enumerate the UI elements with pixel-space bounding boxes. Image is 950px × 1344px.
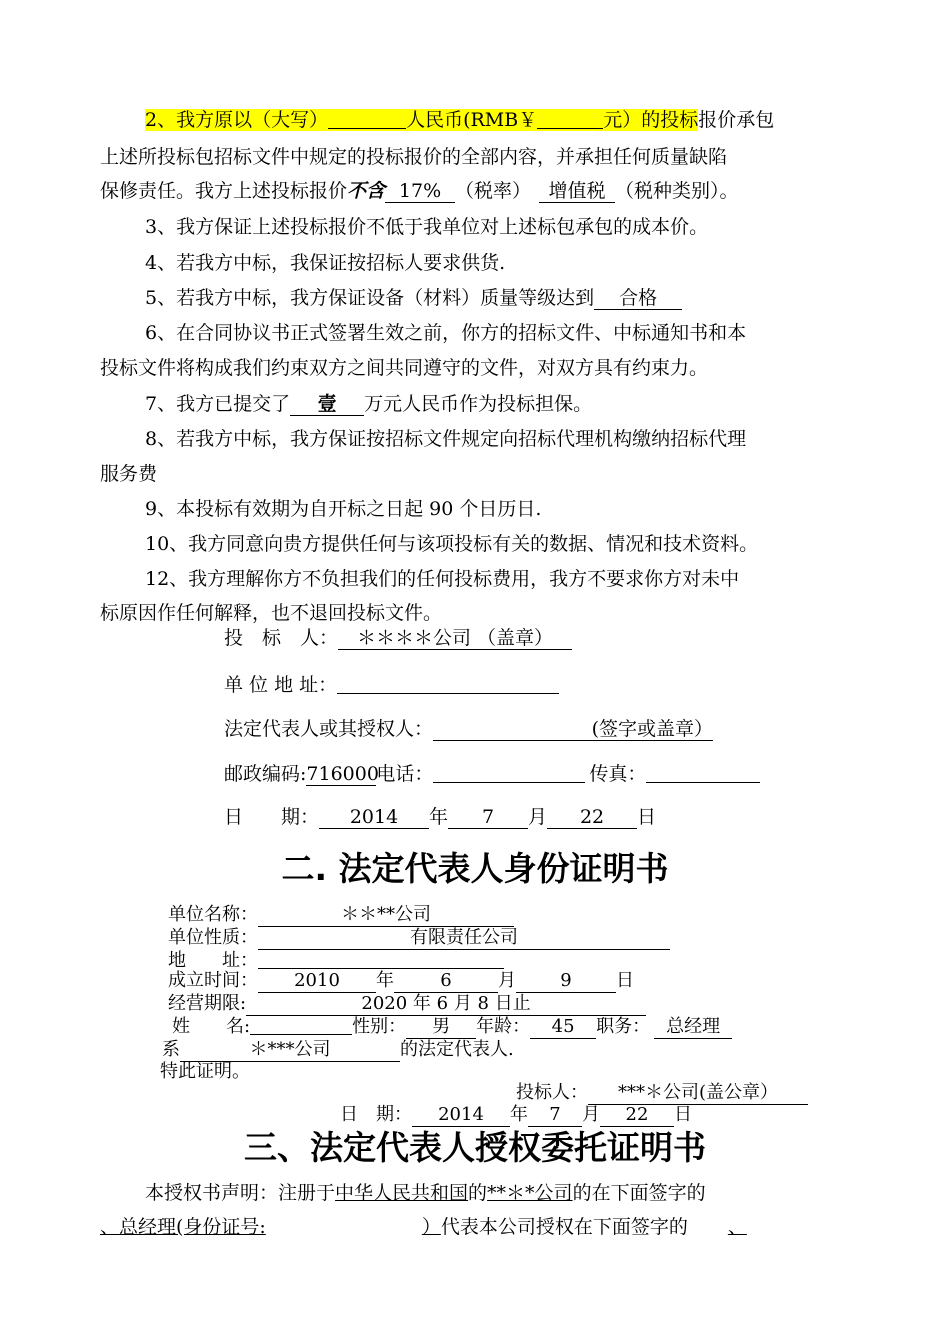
age-value: 45	[530, 1016, 596, 1039]
sign-date-row	[224, 804, 656, 830]
para-2-text-c: 元）的投标	[603, 109, 699, 131]
age-label: 年龄：	[476, 1016, 531, 1037]
para-2-line-3-text: 保修责任。我方上述投标报价	[100, 180, 348, 202]
tax-type-value: 增值税	[539, 180, 615, 203]
country-value: 中华人民共和国	[335, 1182, 469, 1204]
gender-value: 男	[406, 1016, 476, 1039]
representative-label: 法定代表人或其授权人：	[224, 718, 434, 740]
person-name-label: 姓 名:	[172, 1016, 251, 1037]
para-8-line-2: 服务费	[100, 463, 158, 485]
auth-company-value: **＊*公司	[487, 1182, 573, 1204]
person-row	[172, 1016, 732, 1039]
para-12-line-1: 12、我方理解你方不负担我们的任何投标费用，我方不要求你方对未中	[145, 568, 740, 590]
auth-line-2-text-c: 代表本公司授权在下面签字的	[440, 1216, 688, 1238]
certify-text: 特此证明。	[160, 1061, 250, 1082]
unit-name-row	[168, 904, 514, 927]
unit-type-label: 单位性质：	[168, 927, 258, 948]
unit-address-label: 地 址：	[168, 950, 258, 971]
job-label: 职务：	[596, 1016, 651, 1037]
term-label: 经营期限:	[168, 993, 247, 1014]
para-4: 4、若我方中标，我保证按招标人要求供货.	[145, 252, 506, 274]
job-value: 总经理	[654, 1016, 732, 1039]
legal-rep-row	[162, 1039, 514, 1062]
legal-rep-suffix: 的法定代表人.	[400, 1039, 514, 1060]
section-2-bidder-label: 投标人：	[516, 1082, 588, 1103]
day-unit: 日	[637, 806, 657, 828]
auth-line-2	[100, 1214, 747, 1240]
term-row	[168, 993, 646, 1016]
quality-grade-value: 合格	[594, 287, 682, 310]
contact-row	[224, 761, 760, 787]
section-2-month-unit: 月	[582, 1104, 600, 1125]
gender-label: 性别：	[352, 1016, 407, 1037]
para-2-text-rest: 报价承包	[698, 109, 775, 131]
section-2-day-value: 22	[600, 1104, 674, 1127]
para-5-text: 5、若我方中标，我方保证设备（材料）质量等级达到	[145, 287, 595, 309]
bidder-row	[224, 625, 572, 651]
para-5	[145, 285, 682, 311]
auth-line-1-text-b: 的	[468, 1182, 488, 1204]
section-2-day-unit: 日	[674, 1104, 692, 1125]
signer-field	[688, 1216, 747, 1238]
para-6-line-2: 投标文件将构成我们约束双方之间共同遵守的文件，对双方具有约束力。	[100, 357, 709, 379]
of-label: 系	[162, 1039, 180, 1060]
representative-value: (签字或盖章）	[433, 718, 713, 741]
founded-day-value: 9	[516, 970, 616, 993]
founded-year-unit: 年	[376, 970, 394, 991]
para-7	[145, 391, 592, 417]
section-3-title: 三、法定代表人授权委托证明书	[244, 1128, 706, 1167]
phone-blank	[433, 762, 585, 783]
auth-line-1-text-c: 的在下面签字的	[572, 1182, 706, 1204]
para-12-line-2: 标原因作任何解释，也不退回投标文件。	[100, 602, 443, 624]
para-2-line-3	[100, 178, 739, 204]
auth-line-1-text-a: 本授权书声明：注册于	[145, 1182, 336, 1204]
tax-type-label: （税种类别）。	[615, 180, 739, 202]
person-name-blank	[250, 1017, 352, 1035]
fax-blank	[646, 762, 760, 783]
auth-line-2-text-a: 、总经理(身份证号:	[100, 1216, 266, 1238]
founded-row	[168, 970, 634, 993]
amount-rmb-blank	[537, 108, 603, 129]
founded-year-value: 2010	[258, 970, 376, 993]
auth-line-1	[145, 1180, 706, 1206]
founded-month-value: 6	[394, 970, 498, 993]
section-2-title: 二. 法定代表人身份证明书	[281, 849, 669, 888]
para-2-text-b: 人民币(RMB￥	[406, 109, 538, 131]
tax-rate-value: 17%	[385, 180, 455, 203]
amount-uppercase-blank	[328, 108, 406, 129]
section-2-bidder-row	[516, 1082, 808, 1105]
not-included-text: 不含	[347, 180, 386, 202]
bidder-label: 投 标 人：	[224, 627, 339, 649]
bidder-value: ＊＊＊＊公司 （盖章）	[338, 627, 572, 650]
auth-line-2-text-d: 、	[727, 1216, 747, 1238]
section-2-bidder-value: ***＊公司(盖公章）	[588, 1082, 808, 1105]
year-unit: 年	[429, 806, 449, 828]
address-row	[224, 672, 559, 698]
unit-address-blank	[258, 951, 504, 969]
para-10: 10、我方同意向贵方提供任何与该项投标有关的数据、情况和技术资料。	[145, 533, 759, 555]
section-2-date-label: 日 期：	[340, 1104, 412, 1125]
id-number-field	[100, 1216, 441, 1238]
month-unit: 月	[528, 806, 548, 828]
section-2-month-value: 7	[528, 1104, 582, 1127]
auth-line-2-text-b: ）	[421, 1216, 441, 1238]
founded-month-unit: 月	[498, 970, 516, 991]
representative-row	[224, 716, 713, 742]
section-2-year-unit: 年	[510, 1104, 528, 1125]
para-9: 9、本投标有效期为自开标之日起 90 个日历日.	[145, 498, 542, 520]
founded-label: 成立时间：	[168, 970, 258, 991]
unit-type-row	[168, 927, 670, 950]
tax-rate-label: （税率）	[455, 180, 532, 202]
sign-month-value: 7	[448, 806, 528, 829]
para-2-line-2: 上述所投标包招标文件中规定的投标报价的全部内容，并承担任何质量缺陷	[100, 146, 728, 168]
fax-label: 传真：	[589, 763, 647, 785]
term-value: 2020 年 6 月 8 日止	[246, 993, 646, 1016]
sign-year-value: 2014	[319, 806, 429, 829]
para-2-line-1	[145, 107, 774, 133]
section-2-year-value: 2014	[412, 1104, 510, 1127]
sign-date-label: 日 期：	[224, 806, 320, 828]
highlighted-text	[145, 109, 698, 131]
address-label: 单 位 地 址：	[224, 674, 338, 696]
postcode-value: 716000	[306, 763, 379, 785]
bond-amount-value: 壹	[290, 393, 364, 416]
company-value: ＊***公司	[180, 1039, 400, 1062]
unit-type-value: 有限责任公司	[258, 927, 670, 950]
para-2-text-a: 2、我方原以（大写）	[145, 109, 329, 131]
phone-label: 电话：	[376, 763, 434, 785]
para-3: 3、我方保证上述投标报价不低于我单位对上述标包承包的成本价。	[145, 216, 709, 238]
para-6-line-1: 6、在合同协议书正式签署生效之前，你方的招标文件、中标通知书和本	[145, 322, 747, 344]
founded-day-unit: 日	[616, 970, 634, 991]
sign-day-value: 22	[547, 806, 637, 829]
address-blank	[337, 673, 559, 694]
unit-name-value: ＊＊**公司	[258, 904, 514, 927]
postcode-label: 邮政编码:	[224, 763, 307, 785]
para-7-text-a: 7、我方已提交了	[145, 393, 291, 415]
unit-address-row	[168, 950, 504, 972]
unit-name-label: 单位名称：	[168, 904, 258, 925]
para-7-text-b: 万元人民币作为投标担保。	[364, 393, 593, 415]
para-8-line-1: 8、若我方中标，我方保证按招标文件规定向招标代理机构缴纳招标代理	[145, 428, 747, 450]
